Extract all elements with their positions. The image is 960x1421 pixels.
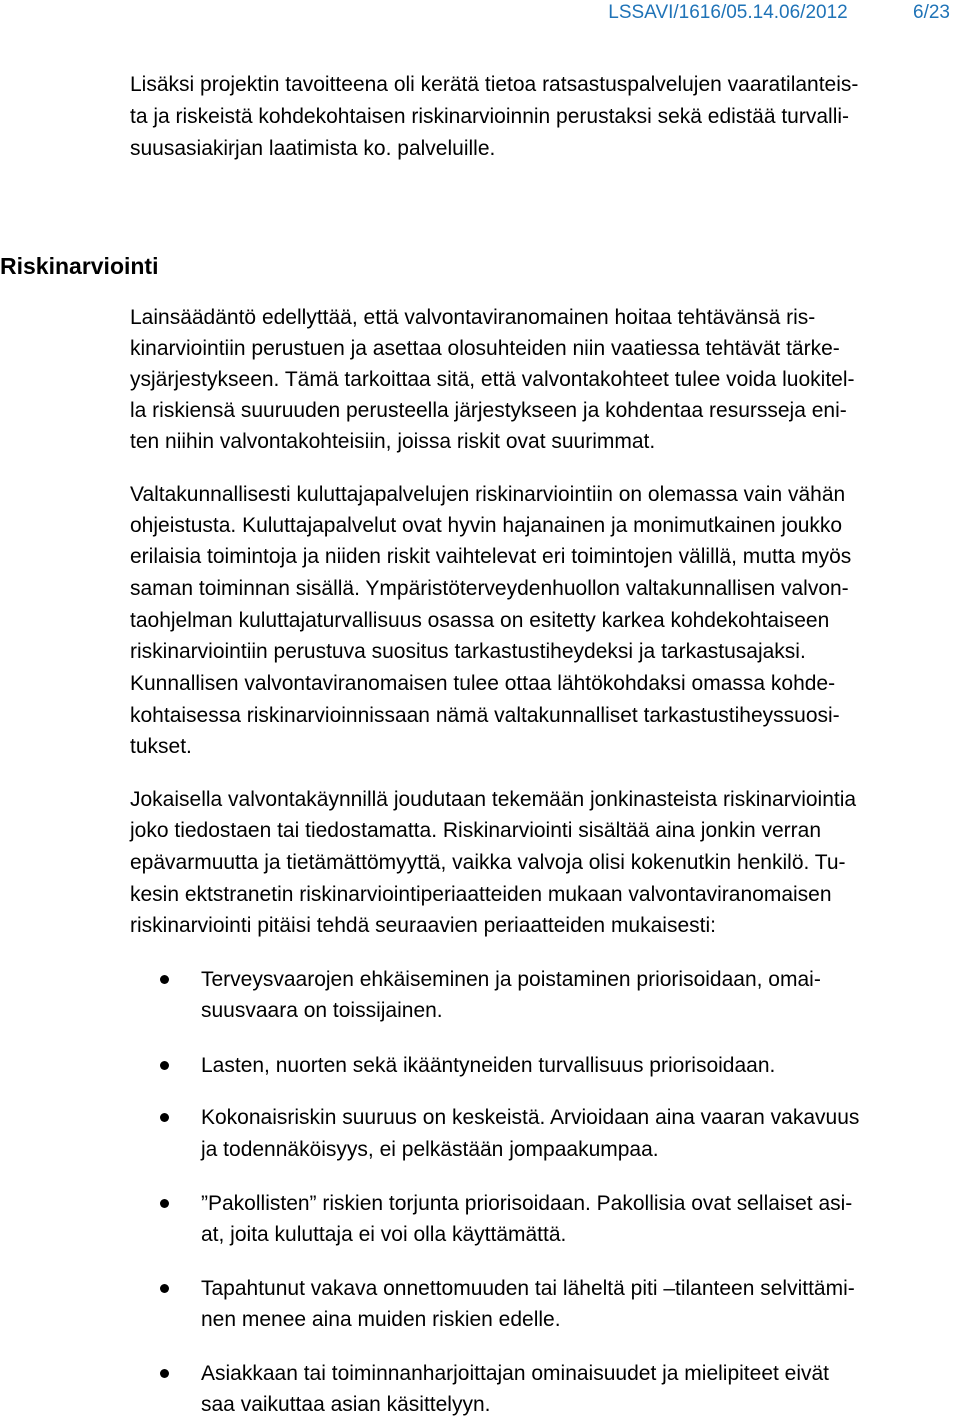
page-header [608,2,950,24]
text-line: Lasten, nuorten sekä ikääntyneiden turvallisuus priorisoidaan. [201,1054,776,1077]
text-line: Asiakkaan tai toiminnanharjoittajan ominaisuudet ja mielipiteet eivät [201,1362,830,1385]
text-line: epävarmuutta ja tietämättömyyttä, vaikka valvoja olisi kokenutkin henkilö. Tu- [130,851,846,874]
text-line: kinarviointiin perustuen ja asettaa olosuhteiden niin vaatiessa tehtävät tärke- [130,337,840,360]
bullet-icon [160,1284,169,1293]
text-line: la riskiensä suuruuden perusteella järjestykseen ja kohdentaa resursseja eni- [130,399,847,422]
text-line: riskinarviointiin perustuva suositus tarkastustiheydeksi ja tarkastusajaksi. [130,640,806,663]
text-line: riskinarviointi pitäisi tehdä seuraavien periaatteiden mukaisesti: [130,914,716,937]
text-line: at, joita kuluttaja ei voi olla käyttämättä. [201,1223,567,1246]
page-number: 6/23 [913,2,950,23]
text-line: joko tiedostaen tai tiedostamatta. Riskinarviointi sisältää aina jonkin verran [130,819,822,842]
text-line: suusasiakirjan laatimista ko. palveluille. [130,137,496,160]
text-line: Valtakunnallisesti kuluttajapalvelujen riskinarviointiin on olemassa vain vähän [130,483,846,506]
bullet-icon [160,975,169,984]
text-line: ysjärjestykseen. Tämä tarkoittaa sitä, että valvontakohteet tulee voida luokitel- [130,368,855,391]
text-line: saa vaikuttaa asian käsittelyyn. [201,1393,491,1416]
document-reference: LSSAVI/1616/05.14.06/2012 [608,2,848,23]
text-line: ta ja riskeistä kohdekohtaisen riskinarvioinnin perustaksi sekä edistää turvalli- [130,105,850,128]
text-line: ohjeistusta. Kuluttajapalvelut ovat hyvin hajanainen ja monimutkainen joukko [130,514,843,537]
text-line: Lainsäädäntö edellyttää, että valvontaviranomainen hoitaa tehtävänsä ris- [130,306,816,329]
text-line: kesin ektstranetin riskinarviointiperiaatteiden mukaan valvontaviranomaisen [130,883,832,906]
bullet-icon [160,1113,169,1122]
text-line: ”Pakollisten” riskien torjunta priorisoidaan. Pakollisia ovat sellaiset asi- [201,1192,853,1215]
text-line: Tapahtunut vakava onnettomuuden tai läheltä piti –tilanteen selvittämi- [201,1277,855,1300]
text-line: ten niihin valvontakohteisiin, joissa riskit ovat suurimmat. [130,430,656,453]
text-line: Kokonaisriskin suuruus on keskeistä. Arvioidaan aina vaaran vakavuus [201,1106,860,1129]
text-line: suusvaara on toissijainen. [201,999,443,1022]
section-heading: Riskinarviointi [0,253,159,279]
text-line: Jokaisella valvontakäynnillä joudutaan tekemään jonkinasteista riskinarviointia [130,788,857,811]
text-line: nen menee aina muiden riskien edelle. [201,1308,561,1331]
text-line: erilaisia toimintoja ja niiden riskit vaihtelevat eri toimintojen välillä, mutta myös [130,545,852,568]
bullet-icon [160,1199,169,1208]
text-line: Lisäksi projektin tavoitteena oli kerätä tietoa ratsastuspalvelujen vaaratilanteis- [130,73,859,96]
text-line: kohtaisessa riskinarvioinnissaan nämä valtakunnalliset tarkastustiheyssuosi- [130,704,840,727]
text-line: ja todennäköisyys, ei pelkästään jompaakumpaa. [201,1138,659,1161]
bullet-icon [160,1369,169,1378]
bullet-icon [160,1061,169,1070]
text-line: taohjelman kuluttajaturvallisuus osassa on esitetty karkea kohdekohtaiseen [130,609,830,632]
text-line: saman toiminnan sisällä. Ympäristöterveydenhuollon valtakunnallisen valvon- [130,577,849,600]
text-line: Terveysvaarojen ehkäiseminen ja poistaminen priorisoidaan, omai- [201,968,821,991]
text-line: Kunnallisen valvontaviranomaisen tulee ottaa lähtökohdaksi omassa kohde- [130,672,836,695]
text-line: tukset. [130,735,192,758]
